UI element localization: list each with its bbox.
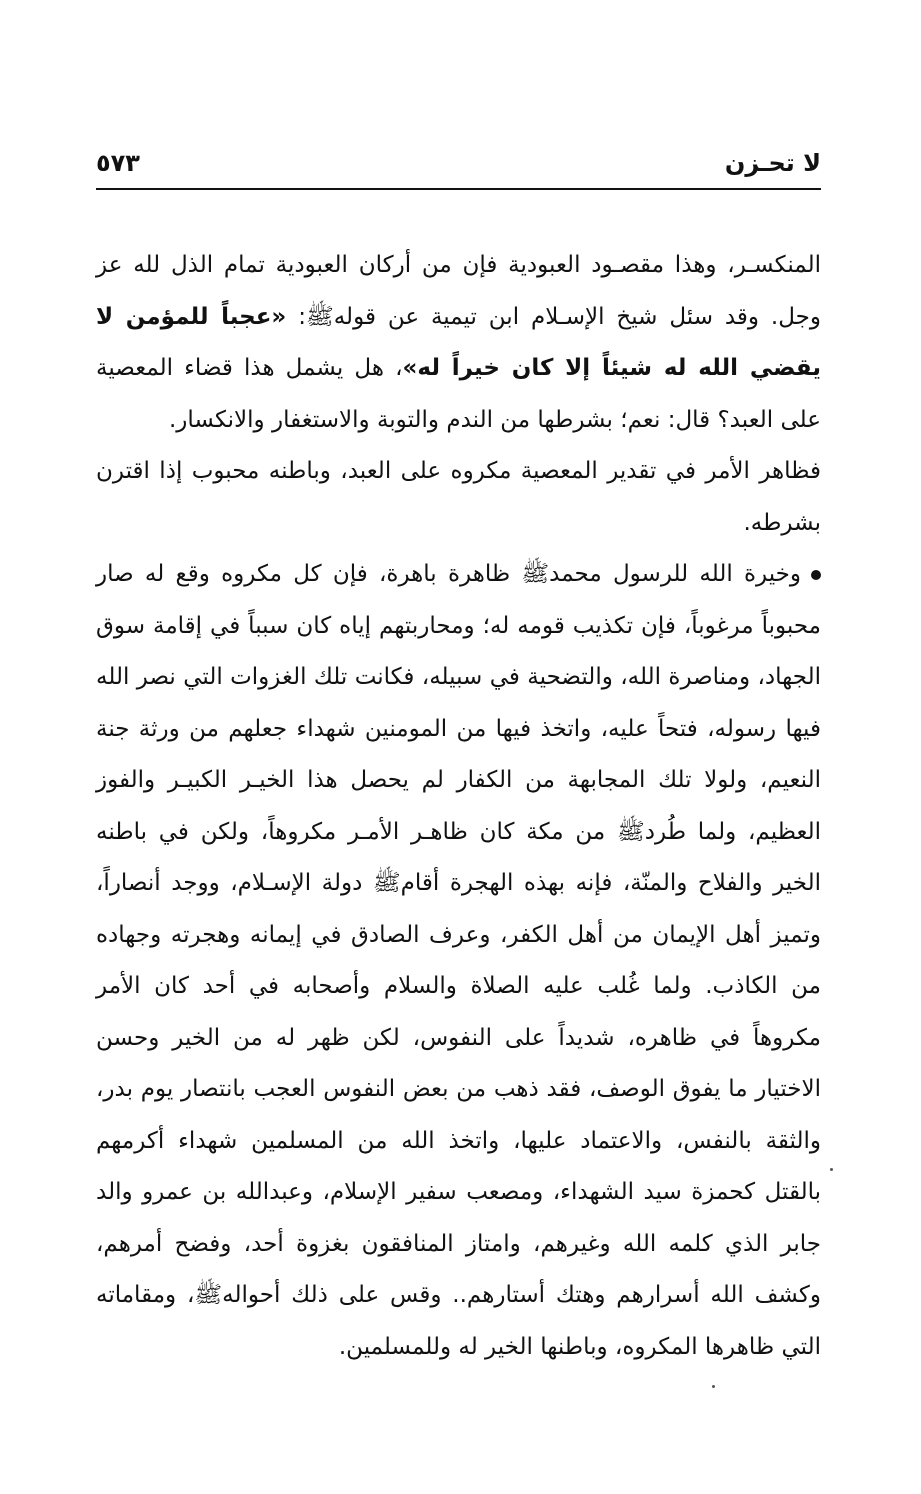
text-run: فظاهر الأمر في تقدير المعصية مكروه على العبد، وباطنه محبوب إذا اقترن بشرطه. <box>96 458 821 536</box>
text-run: وخيرة الله للرسول محمدﷺ ظاهرة باهرة، فإن كل مكروه وقع له صار محبوباً مرغوباً، فإن تكذيب قومه له؛ ومحاربتهم إياه كان سبباً في إقامة سوق الجهاد، ومناصرة الله، والتضحية في سبيله، فكانت تلك الغزوات التي نصر الله فيها رسوله، فتحاً عليه، واتخذ فيها من المومنين شهداء جعلهم من ورثة جنة النعيم، ولولا تلك المجابهة من الكفار لم يحصل هذا الخيـر الكبيـر والفوز العظيم، ولما طُردﷺ من مكة كان ظاهـر الأمـر مكروهاً، ولكن في باطنه الخير والفلاح والمنّة، فإنه بهذه الهجرة أقامﷺ دولة الإسـلام، ووجد أنصاراً، وتميز أهل الإيمان من أهل الكفر، وعرف الصادق في إيمانه وهجرته وجهاده من الكاذب. ولما غُلب عليه الصلاة والسلام وأصحابه في أحد كان الأمر مكروهاً في ظاهره، شديداً على النفوس، لكن ظهر له من الخير وحسن الاختيار ما يفوق الوصف، فقد ذهب من بعض النفوس العجب بانتصار يوم بدر، والثقة بالنفس، والاعتماد عليها، واتخذ الله من المسلمين شهداء أكرمهم بالقتل كحمزة سيد الشهداء، ومصعب سفير الإسلام، وعبدالله بن عمرو والد جابر الذي كلمه الله وغيرهم، وامتاز المنافقون بغزوة أحد، وفضح أمرهم، وكشف الله أسرارهم وهتك أستارهم.. وقس على ذلك أحوالهﷺ، ومقاماته التي ظاهرها المكروه، وباطنها الخير له وللمسلمين. <box>96 561 821 1360</box>
text-run: ، هل يشمل هذا قضاء المعصية على العبد؟ قال: نعم؛ بشرطها من الندم والتوبة والاستغفار والانكسار. <box>96 355 821 433</box>
paragraph <box>96 240 821 446</box>
body-text <box>96 240 821 1373</box>
header-divider <box>96 188 821 190</box>
text-run: المنكسـر، وهذا مقصـود العبودية فإن من أركان العبودية تمام الذل لله عز وجل. وقد سئل شيخ الإسـلام ابن تيمية عن قولهﷺ: <box>96 252 821 330</box>
bullet-icon <box>811 570 821 580</box>
scan-speck <box>830 1168 833 1171</box>
page-number: ٥٧٣ <box>96 149 140 177</box>
hadith-quote: «عجباً للمؤمن لا يقضي الله له شيئاً إلا كان خيراً له» <box>96 303 821 381</box>
page-header <box>96 140 821 186</box>
running-title: لا تحـزن <box>724 149 821 177</box>
paragraph <box>96 446 821 549</box>
bullet-paragraph <box>96 549 821 1373</box>
scan-speck <box>712 1385 715 1388</box>
